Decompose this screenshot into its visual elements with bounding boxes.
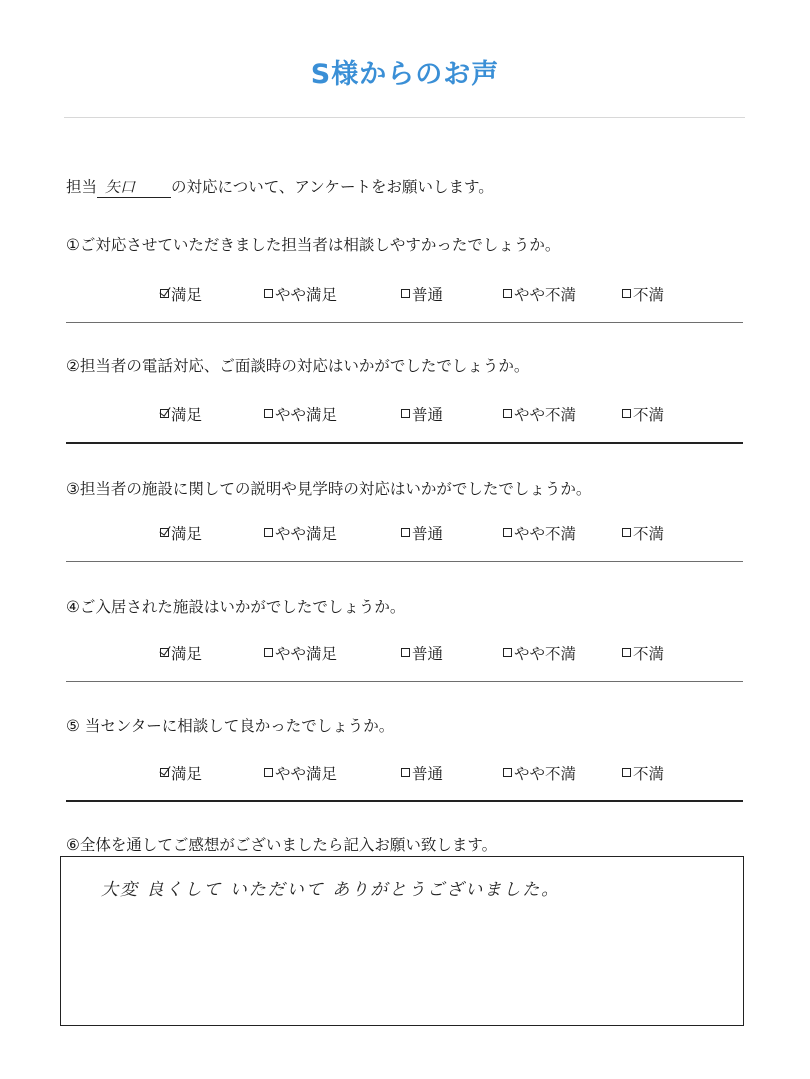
checkbox-icon[interactable]: [622, 648, 631, 657]
checkbox-icon[interactable]: [264, 648, 273, 657]
checkbox-icon[interactable]: [401, 409, 410, 418]
question-1-options: [0, 283, 810, 307]
question-2-divider: [66, 442, 743, 444]
q1-option-somewhat-satisfied[interactable]: やや満足: [264, 283, 337, 305]
q1-option-somewhat-dissatisfied[interactable]: やや不満: [503, 283, 576, 305]
survey-intro: [66, 175, 494, 198]
question-1-divider: [66, 322, 743, 323]
q5-option-somewhat-dissatisfied[interactable]: やや不満: [503, 762, 576, 784]
q1-option-dissatisfied[interactable]: 不満: [622, 283, 664, 305]
question-2: ②担当者の電話対応、ご面談時の対応はいかがでしたでしょうか。: [66, 357, 530, 375]
question-4-options: [0, 642, 810, 666]
checkbox-checked-icon[interactable]: [160, 528, 169, 537]
q4-option-somewhat-satisfied[interactable]: やや満足: [264, 642, 337, 664]
q1-option-neutral[interactable]: 普通: [401, 283, 443, 305]
question-5: ⑤ 当センターに相談して良かったでしょうか。: [66, 717, 395, 735]
checkbox-icon[interactable]: [503, 528, 512, 537]
question-4: ④ご入居された施設はいかがでしたでしょうか。: [66, 598, 406, 616]
q2-option-satisfied[interactable]: 満足: [160, 403, 202, 425]
question-4-divider: [66, 681, 743, 682]
checkbox-icon[interactable]: [622, 289, 631, 298]
q4-option-neutral[interactable]: 普通: [401, 642, 443, 664]
comment-box[interactable]: [60, 856, 744, 1026]
handwritten-comment: 大変 良くして いただいて ありがとうございました。: [101, 880, 561, 900]
q2-option-neutral[interactable]: 普通: [401, 403, 443, 425]
q4-option-satisfied[interactable]: 満足: [160, 642, 202, 664]
q5-option-dissatisfied[interactable]: 不満: [622, 762, 664, 784]
checkbox-checked-icon[interactable]: [160, 648, 169, 657]
q3-option-dissatisfied[interactable]: 不満: [622, 522, 664, 544]
checkbox-checked-icon[interactable]: [160, 289, 169, 298]
question-5-options: [0, 762, 810, 786]
checkbox-icon[interactable]: [622, 409, 631, 418]
q1-option-satisfied[interactable]: 満足: [160, 283, 202, 305]
question-5-divider: [66, 800, 743, 802]
checkbox-icon[interactable]: [503, 768, 512, 777]
intro-suffix: の対応について、アンケートをお願いします。: [171, 178, 494, 196]
question-3-divider: [66, 561, 743, 562]
q3-option-somewhat-satisfied[interactable]: やや満足: [264, 522, 337, 544]
q3-option-neutral[interactable]: 普通: [401, 522, 443, 544]
checkbox-checked-icon[interactable]: [160, 409, 169, 418]
checkbox-icon[interactable]: [503, 648, 512, 657]
checkbox-icon[interactable]: [401, 648, 410, 657]
q3-option-satisfied[interactable]: 満足: [160, 522, 202, 544]
q4-option-dissatisfied[interactable]: 不満: [622, 642, 664, 664]
q2-option-somewhat-satisfied[interactable]: やや満足: [264, 403, 337, 425]
checkbox-checked-icon[interactable]: [160, 768, 169, 777]
checkbox-icon[interactable]: [401, 768, 410, 777]
checkbox-icon[interactable]: [401, 528, 410, 537]
checkbox-icon[interactable]: [401, 289, 410, 298]
checkbox-icon[interactable]: [264, 409, 273, 418]
checkbox-icon[interactable]: [264, 528, 273, 537]
q5-option-somewhat-satisfied[interactable]: やや満足: [264, 762, 337, 784]
question-6: ⑥全体を通してご感想がございましたら記入お願い致します。: [66, 836, 498, 854]
title-divider: [64, 117, 745, 118]
question-3-options: [0, 522, 810, 546]
page-title: S様からのお声: [310, 59, 500, 90]
checkbox-icon[interactable]: [503, 289, 512, 298]
question-2-options: [0, 403, 810, 427]
staff-name-field: 矢口: [97, 176, 171, 198]
question-1: ①ご対応させていただきました担当者は相談しやすかったでしょうか。: [66, 236, 561, 254]
checkbox-icon[interactable]: [622, 768, 631, 777]
checkbox-icon[interactable]: [503, 409, 512, 418]
q4-option-somewhat-dissatisfied[interactable]: やや不満: [503, 642, 576, 664]
checkbox-icon[interactable]: [264, 289, 273, 298]
q2-option-somewhat-dissatisfied[interactable]: やや不満: [503, 403, 576, 425]
q2-option-dissatisfied[interactable]: 不満: [622, 403, 664, 425]
question-3: ③担当者の施設に関しての説明や見学時の対応はいかがでしたでしょうか。: [66, 480, 592, 498]
intro-prefix: 担当: [66, 178, 98, 196]
q3-option-somewhat-dissatisfied[interactable]: やや不満: [503, 522, 576, 544]
q5-option-satisfied[interactable]: 満足: [160, 762, 202, 784]
checkbox-icon[interactable]: [622, 528, 631, 537]
checkbox-icon[interactable]: [264, 768, 273, 777]
q5-option-neutral[interactable]: 普通: [401, 762, 443, 784]
